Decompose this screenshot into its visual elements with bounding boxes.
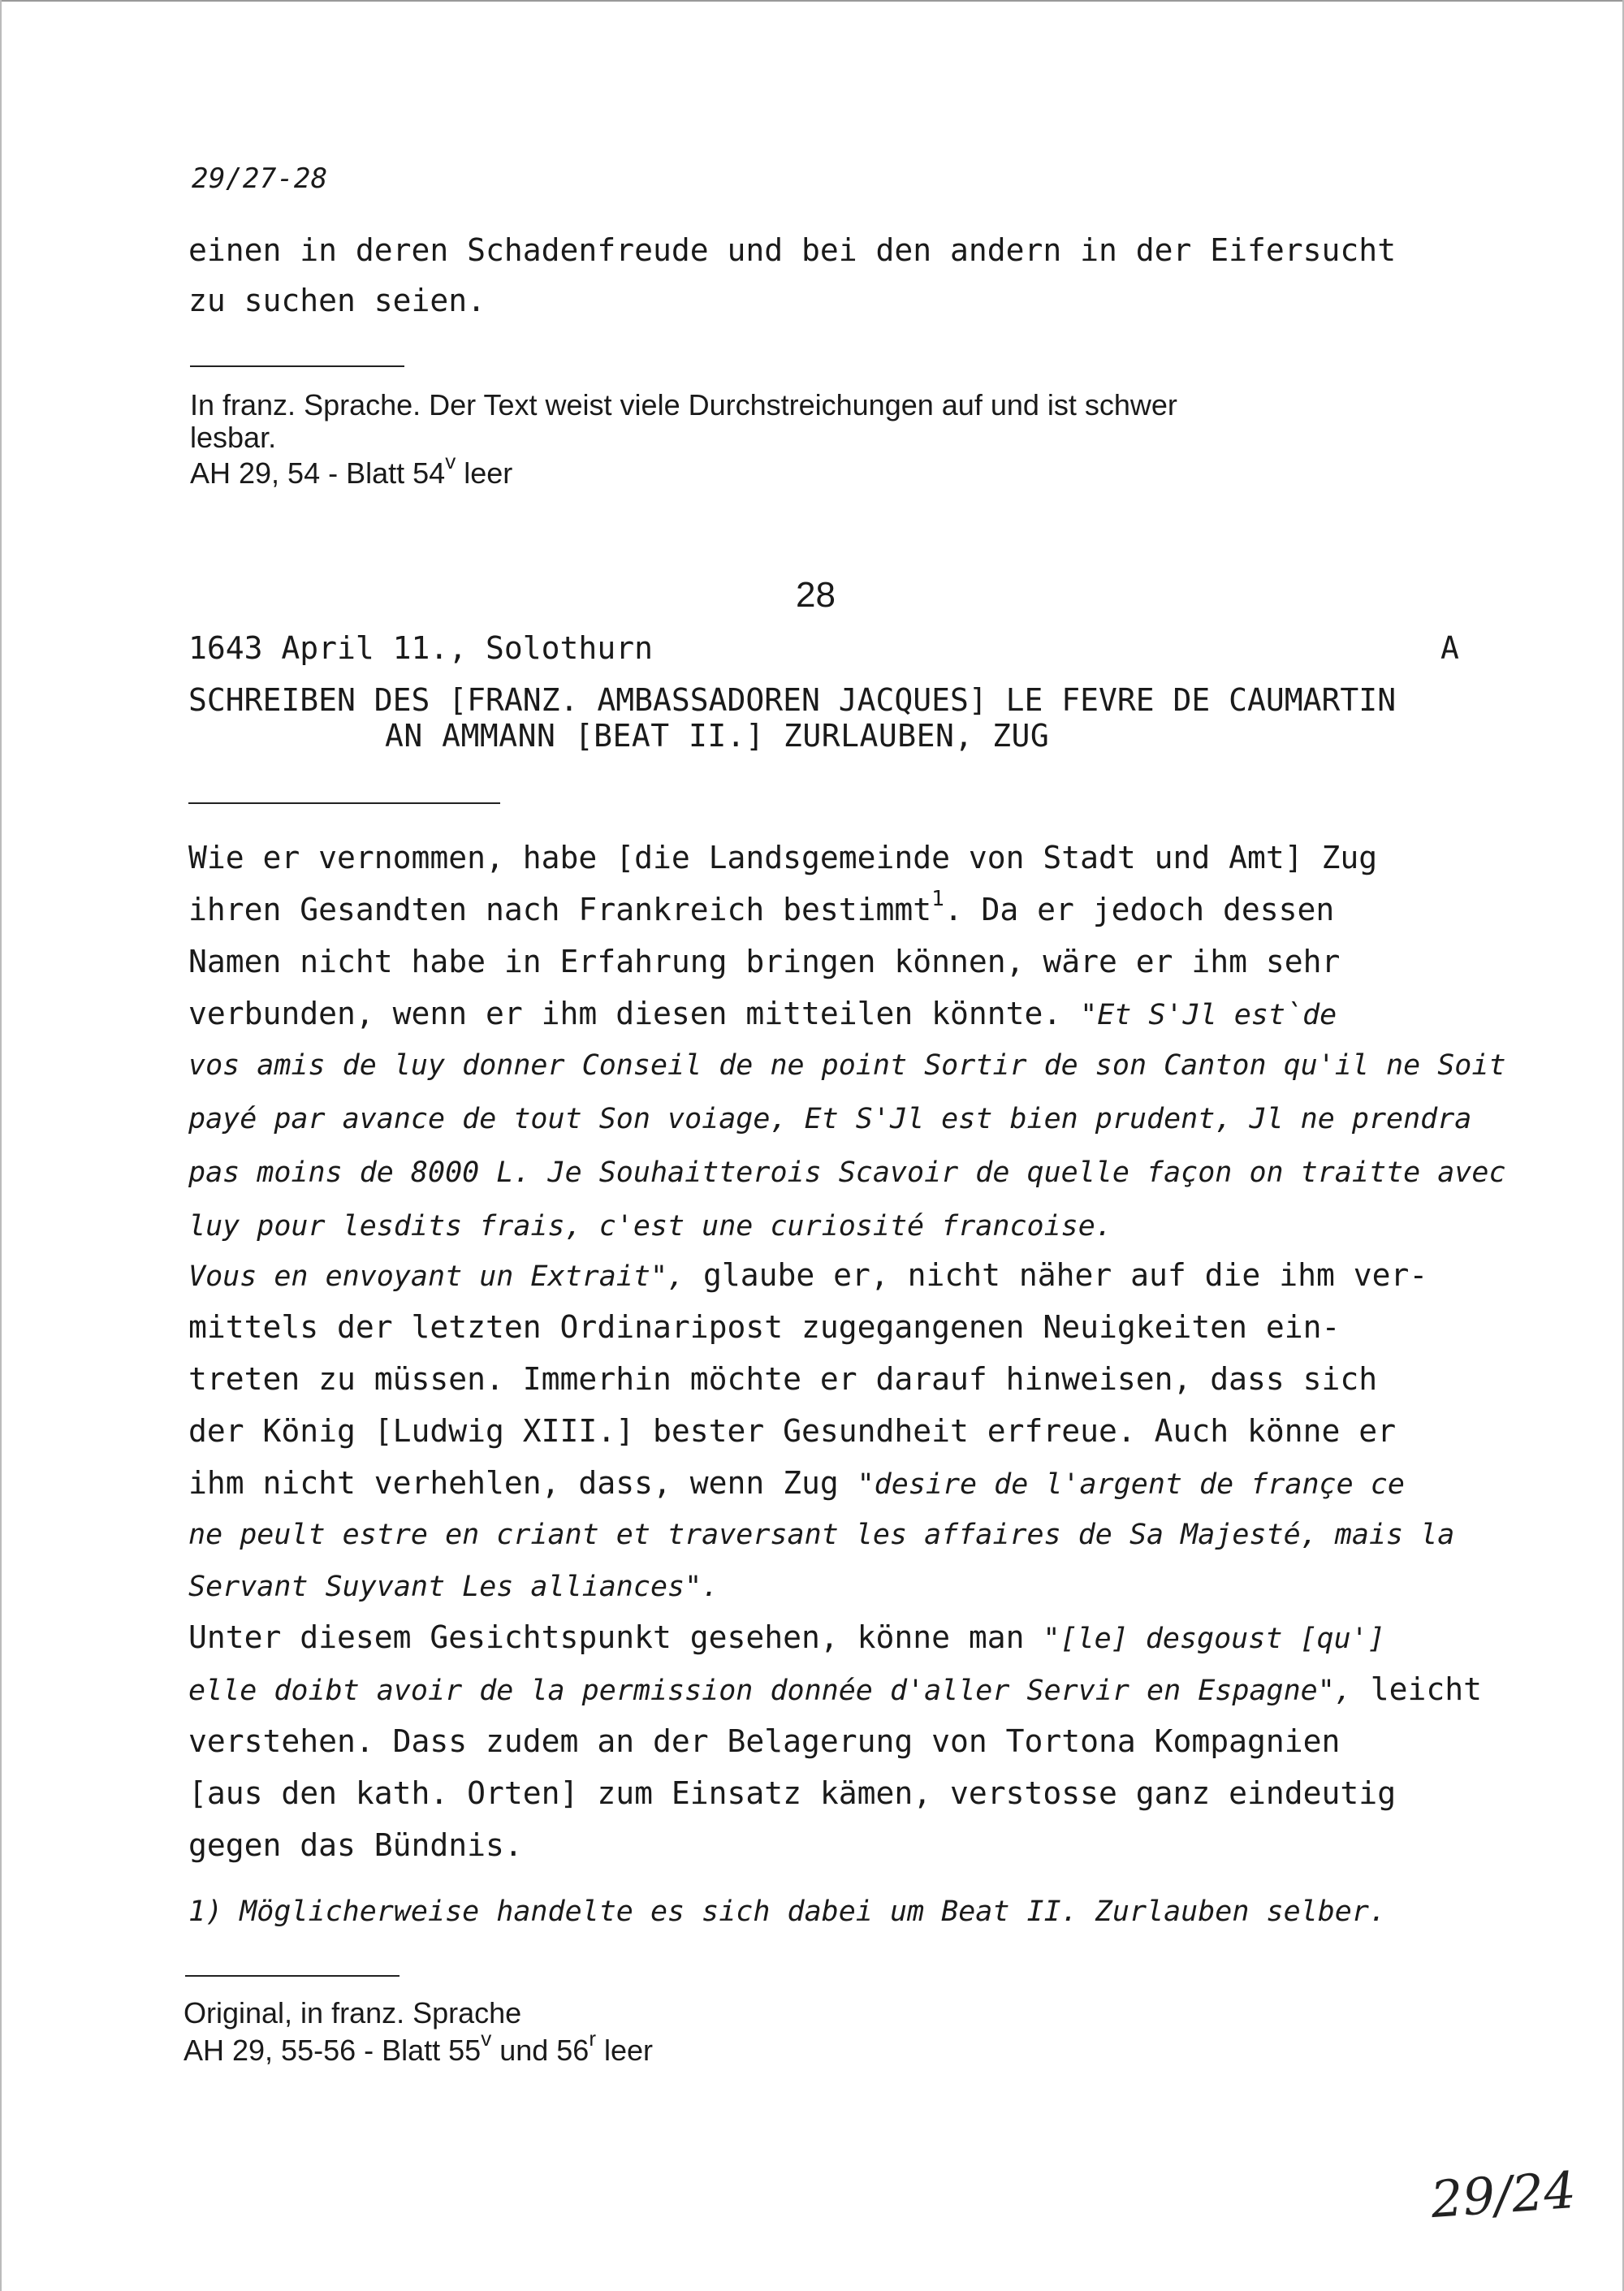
body-line-12: der König [Ludwig XIII.] bester Gesundheit erfreue. Auch könne er xyxy=(188,1413,1397,1449)
footnote: 1) Möglicherweise handelte es sich dabei um Beat II. Zurlauben selber. xyxy=(188,1895,1387,1928)
body-line-8-quote: luy pour lesdits frais, c'est une curiosité francoise. xyxy=(188,1210,1112,1243)
body-line-5-quote: vos amis de luy donner Conseil de ne point Sortir de son Canton qu'il ne Soit xyxy=(188,1049,1506,1082)
body-line-1: Wie er vernommen, habe [die Landsgemeinde von Stadt und Amt] Zug xyxy=(188,840,1378,875)
note-2-line-2: AH 29, 55-56 - Blatt 55$^v$ und 56$^r$ leer xyxy=(184,2026,654,2067)
separator-rule-2 xyxy=(188,802,500,804)
previous-text-line-1: einen in deren Schadenfreude und bei den andern in der Eifersucht xyxy=(188,232,1397,268)
note-1-line-3: AH 29, 54 - Blatt 54$^v$ leer xyxy=(190,449,513,490)
body-line-19: [aus den kath. Orten] zum Einsatz kämen, verstosse ganz eindeutig xyxy=(188,1775,1397,1811)
note-1-line-1: In franz. Sprache. Der Text weist viele Durchstreichungen auf und ist schwer xyxy=(190,388,1177,421)
body-line-11: treten zu müssen. Immerhin möchte er darauf hinweisen, dass sich xyxy=(188,1361,1378,1397)
page-edge-top xyxy=(0,0,1624,2)
document-number: 28 xyxy=(796,575,836,615)
page-reference: 29/27-28 xyxy=(192,162,328,195)
body-line-4: verbunden, wenn er ihm diesen mitteilen könnte. "Et S'Jl est`de xyxy=(188,996,1337,1031)
body-line-13: ihm nicht verhehlen, dass, wenn Zug "desire de l'argent de françe ce xyxy=(188,1465,1405,1501)
heading-line-1: SCHREIBEN DES [FRANZ. AMBASSADOREN JACQUES] LE FEVRE DE CAUMARTIN xyxy=(188,682,1397,718)
body-line-18: verstehen. Dass zudem an der Belagerung von Tortona Kompagnien xyxy=(188,1723,1341,1759)
body-line-6-quote: payé par avance de tout Son voiage, Et S'Jl est bien prudent, Jl ne prendra xyxy=(188,1103,1472,1135)
body-line-10: mittels der letzten Ordinaripost zugegangenen Neuigkeiten ein- xyxy=(188,1309,1341,1345)
body-line-14-quote: ne peult estre en criant et traversant les affaires de Sa Majesté, mais la xyxy=(188,1519,1455,1551)
separator-rule-3 xyxy=(185,1975,400,1977)
body-line-15-quote: Servant Suyvant Les alliances". xyxy=(188,1571,719,1603)
classification-letter: A xyxy=(1440,630,1460,666)
date-place: 1643 April 11., Solothurn xyxy=(188,630,653,666)
body-line-17: elle doibt avoir de la permission donnée d'aller Servir en Espagne", leicht xyxy=(188,1671,1483,1707)
note-2-line-1: Original, in franz. Sprache xyxy=(184,1996,522,2029)
heading-line-2: AN AMMANN [BEAT II.] ZURLAUBEN, ZUG xyxy=(385,718,1050,754)
body-line-7-quote: pas moins de 8000 L. Je Souhaitterois Scavoir de quelle façon on traitte avec xyxy=(188,1156,1506,1189)
handwritten-page-number: 29/24 xyxy=(1428,2159,1579,2230)
body-line-16: Unter diesem Gesichtspunkt gesehen, könne man "[le] desgoust [qu'] xyxy=(188,1619,1385,1655)
page-edge-left xyxy=(0,0,2,2291)
body-line-9: Vous en envoyant un Extrait", glaube er, nicht näher auf die ihm ver- xyxy=(188,1257,1428,1293)
body-line-3: Namen nicht habe in Erfahrung bringen können, wäre er ihm sehr xyxy=(188,944,1341,979)
previous-text-line-2: zu suchen seien. xyxy=(188,283,486,318)
separator-rule-1 xyxy=(190,365,404,367)
note-1-line-2: lesbar. xyxy=(190,421,277,454)
body-line-2: ihren Gesandten nach Frankreich bestimmt$^1$. Da er jedoch dessen xyxy=(188,887,1335,927)
body-line-20: gegen das Bündnis. xyxy=(188,1827,523,1863)
